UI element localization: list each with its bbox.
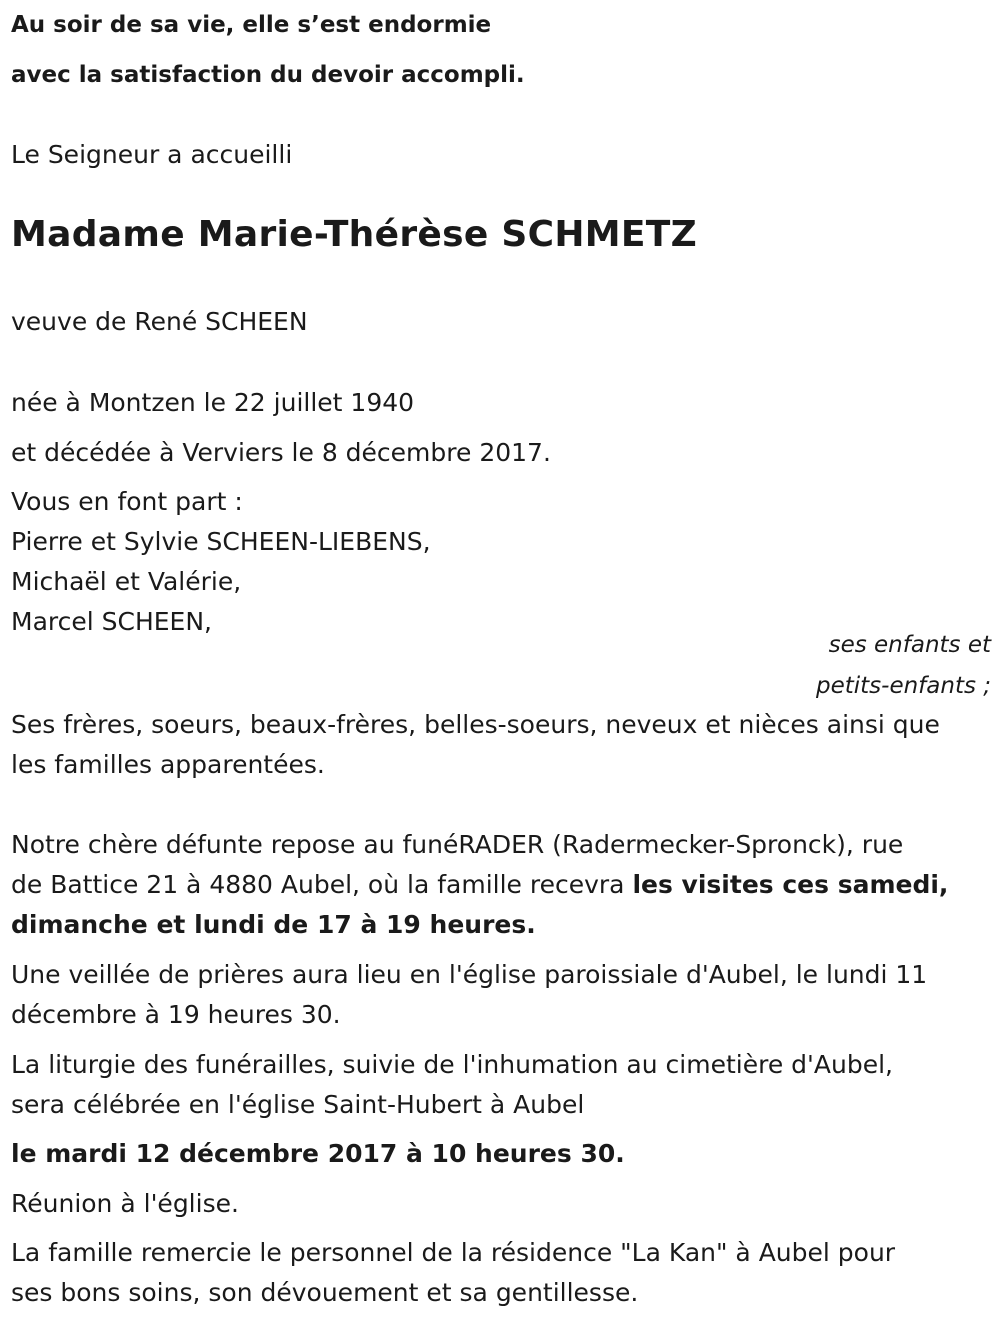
thanks-line-1: La famille remercie le personnel de la résidence "La Kan" à Aubel pour bbox=[11, 1238, 896, 1267]
funeral-date-text: le mardi 12 décembre 2017 à 10 heures 30. bbox=[11, 1139, 625, 1168]
family-member: Pierre et Sylvie SCHEEN-LIEBENS, bbox=[11, 527, 431, 556]
widow-of-text: veuve de René SCHEEN bbox=[11, 307, 308, 336]
birth-text: née à Montzen le 22 juillet 1940 bbox=[11, 388, 415, 417]
family-member: Michaël et Valérie, bbox=[11, 567, 242, 596]
relatives-line-1: Ses frères, soeurs, beaux-frères, belles-soeurs, neveux et nièces ainsi que bbox=[11, 710, 940, 739]
relatives-line-2: les familles apparentées. bbox=[11, 750, 325, 779]
opening-line-1: Au soir de sa vie, elle s’est endormie bbox=[11, 12, 492, 38]
meeting-text: Réunion à l'église. bbox=[11, 1189, 239, 1218]
announcement-intro: Vous en font part : bbox=[11, 487, 243, 516]
family-role-line-2: petits-enfants ; bbox=[815, 673, 991, 699]
vigil-line-1: Une veillée de prières aura lieu en l'église paroissiale d'Aubel, le lundi 11 bbox=[11, 960, 928, 989]
family-member: Marcel SCHEEN, bbox=[11, 607, 213, 636]
deceased-name: Madame Marie-Thérèse SCHMETZ bbox=[11, 214, 698, 255]
repose-line-1: Notre chère défunte repose au funéRADER (Radermecker-Spronck), rue bbox=[11, 830, 904, 859]
welcomed-text: Le Seigneur a accueilli bbox=[11, 140, 293, 169]
thanks-line-2: ses bons soins, son dévouement et sa gentillesse. bbox=[11, 1278, 639, 1307]
opening-line-2: avec la satisfaction du devoir accompli. bbox=[11, 62, 525, 88]
liturgy-line-1: La liturgie des funérailles, suivie de l'inhumation au cimetière d'Aubel, bbox=[11, 1050, 893, 1079]
repose-line-2 bbox=[11, 865, 948, 905]
visits-days-text: les visites ces samedi, bbox=[632, 870, 949, 899]
death-text: et décédée à Verviers le 8 décembre 2017. bbox=[11, 438, 551, 467]
family-role-line-1: ses enfants et bbox=[828, 632, 991, 658]
vigil-line-2: décembre à 19 heures 30. bbox=[11, 1000, 341, 1029]
repose-line-2-text: de Battice 21 à 4880 Aubel, où la famille recevra bbox=[11, 870, 633, 899]
liturgy-line-2: sera célébrée en l'église Saint-Hubert à Aubel bbox=[11, 1090, 585, 1119]
visits-hours-text: dimanche et lundi de 17 à 19 heures. bbox=[11, 910, 536, 939]
